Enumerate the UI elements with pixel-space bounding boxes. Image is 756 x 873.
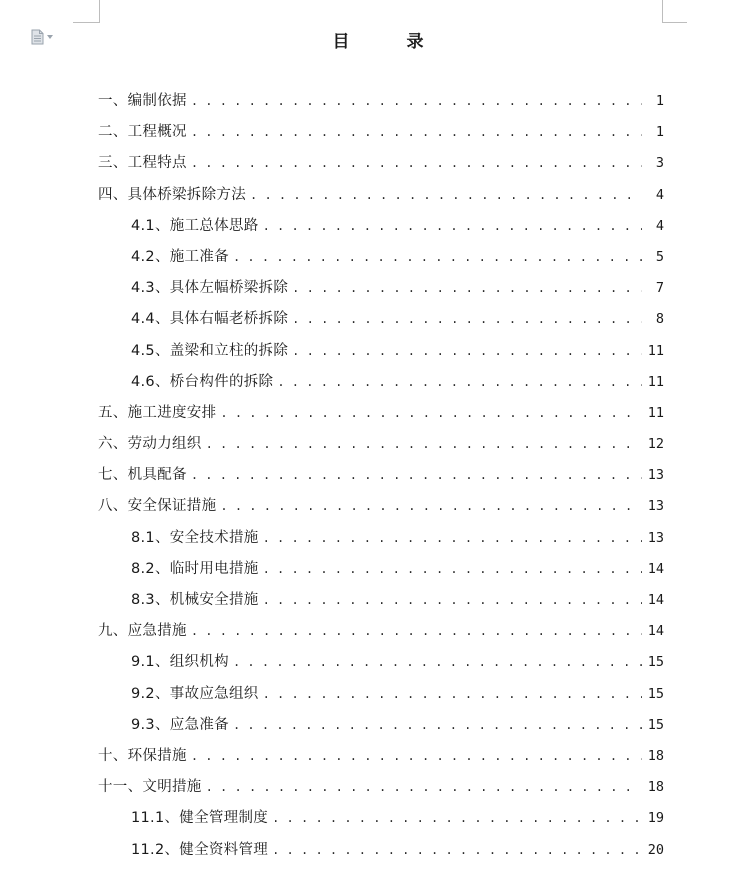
toc-entry-text: 七、机具配备 [98,467,187,484]
toc-dot-leader [233,242,642,273]
toc-dot-leader [220,398,642,429]
toc-entry-text: 4.1、施工总体思路 [131,217,259,234]
toc-subentry[interactable] [98,710,664,741]
toc-page-number: 8 [655,311,664,328]
toc-subentry[interactable] [98,304,664,335]
toc-dot-leader [191,741,642,772]
toc-subentry[interactable] [98,367,664,398]
toc-entry-text: 9.3、应急准备 [131,716,229,733]
toc-dot-leader [272,835,642,866]
page-margin-corner-right [662,0,687,23]
toc-subentry[interactable] [98,273,664,304]
toc-entry[interactable] [98,491,664,522]
toc-subentry[interactable] [98,211,664,242]
toc-dot-leader [263,211,642,242]
toc-entry-text: 4.2、施工准备 [131,248,229,265]
page-title: 目 录 [332,32,444,52]
toc-entry[interactable] [98,616,664,647]
toc-page-number: 20 [647,841,664,858]
toc-entry-text: 4.5、盖梁和立柱的拆除 [131,342,289,359]
toc-entry-text: 4.4、具体右幅老桥拆除 [131,311,289,328]
toc-subentry[interactable] [98,242,664,273]
toc-page-number: 18 [647,779,664,796]
toc-entry-text: 8.2、临时用电措施 [131,560,259,577]
toc-dot-leader [191,616,642,647]
toc-dot-leader [277,367,642,398]
toc-subentry[interactable] [98,679,664,710]
toc-page-number: 11 [647,373,664,390]
toc-page-number: 15 [647,685,664,702]
toc-subentry[interactable] [98,523,664,554]
page-margin-corner-left [73,0,100,23]
toc-page-number: 1 [655,93,664,109]
toc-entry-text: 五、施工进度安排 [98,404,217,421]
toc-dot-leader [292,336,642,367]
toc-entry[interactable] [98,117,664,148]
toc-page-number: 18 [647,747,664,764]
toc-entry[interactable] [98,398,664,429]
toc-dot-leader [263,554,642,585]
toc-dot-leader [292,273,642,304]
toc-subentry[interactable] [98,585,664,616]
toc-page-number: 13 [647,529,664,546]
toc-page-number: 1 [655,124,664,141]
toc-entry[interactable] [98,460,664,491]
toc-dot-leader [206,429,642,460]
toc-entry-text: 八、安全保证措施 [98,498,217,515]
toc-subentry[interactable] [98,554,664,585]
toc-entry[interactable] [98,741,664,772]
toc-dot-leader [191,86,642,117]
toc-page-number: 15 [647,716,664,733]
toc-entry[interactable] [98,86,664,117]
toc-page-number: 4 [655,217,664,234]
toc-subentry[interactable] [98,647,664,678]
toc-page-number: 14 [647,592,664,608]
toc-page-number: 11 [647,342,664,359]
toc-dot-leader [263,523,642,554]
toc-entry[interactable] [98,148,664,179]
toc-entry-text: 十、环保措施 [98,747,187,764]
toc-dot-leader [263,585,642,616]
toc-entry-text: 9.2、事故应急组织 [131,685,259,702]
toc-entry-text: 九、应急措施 [98,623,187,640]
toc-entry-text: 三、工程特点 [98,155,187,172]
toc-page-number: 19 [647,810,664,827]
toc-dot-leader [233,710,642,741]
toc-page-number: 11 [647,404,664,421]
toc-page-number: 5 [655,248,664,265]
toc-entry-text: 11.1、健全管理制度 [131,810,269,827]
toc-entry[interactable] [98,429,664,460]
toc-entry-text: 8.1、安全技术措施 [131,529,259,546]
toc-dot-leader [292,304,642,335]
toc-subentry[interactable] [98,336,664,367]
toc-subentry[interactable] [98,835,664,866]
toc-dot-leader [206,772,642,803]
toc-entry-text: 十一、文明措施 [98,779,202,796]
table-of-contents [98,86,664,866]
toc-page-number: 12 [647,436,664,453]
toc-dot-leader [191,148,642,179]
toc-page-number: 13 [647,467,664,484]
toc-page-number: 13 [647,498,664,515]
toc-entry-text: 四、具体桥梁拆除方法 [98,186,246,203]
toc-entry-text: 8.3、机械安全措施 [131,592,259,608]
toc-dot-leader [220,491,642,522]
toc-entry-text: 9.1、组织机构 [131,654,229,671]
toc-entry-text: 二、工程概况 [98,124,187,141]
toc-dot-leader [191,117,642,148]
toc-entry[interactable] [98,180,664,211]
toc-dot-leader [272,803,642,834]
toc-entry[interactable] [98,772,664,803]
toc-page-number: 15 [647,654,664,671]
toc-entry-text: 六、劳动力组织 [98,436,202,453]
toc-entry-text: 一、编制依据 [98,93,187,109]
toc-page-number: 14 [647,560,664,577]
toc-page-number: 7 [655,280,664,297]
toc-page-number: 3 [655,155,664,172]
toc-dot-leader [250,180,642,211]
toc-dot-leader [263,679,642,710]
toc-dot-leader [233,647,642,678]
toc-entry-text: 4.6、桥台构件的拆除 [131,373,274,390]
toc-page-number: 4 [655,186,664,203]
toc-dot-leader [191,460,642,491]
toc-entry-text: 11.2、健全资料管理 [131,841,269,858]
toc-entry-text: 4.3、具体左幅桥梁拆除 [131,280,289,297]
toc-subentry[interactable] [98,803,664,834]
toc-page-number: 14 [647,623,664,640]
